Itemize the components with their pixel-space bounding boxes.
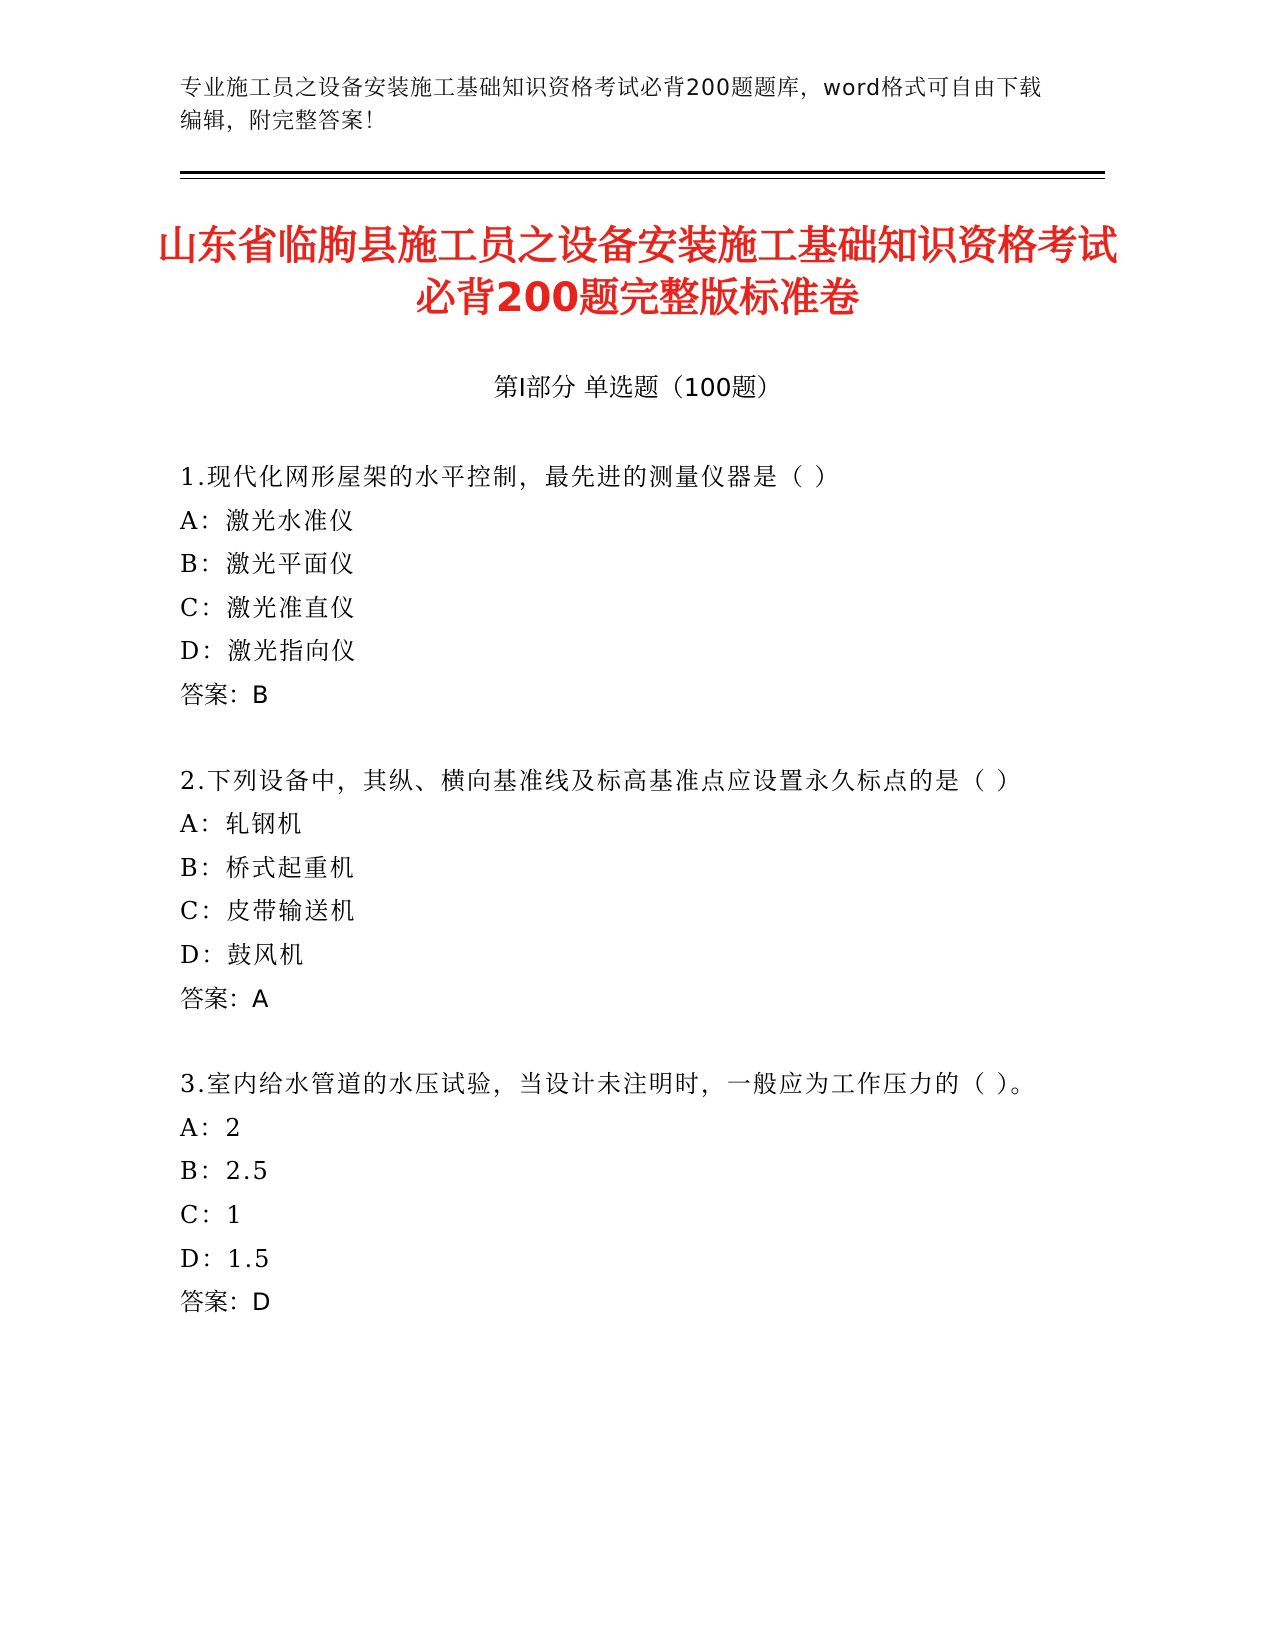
- header-note: 专业施工员之设备安装施工基础知识资格考试必背200题题库，word格式可自由下载编辑，附完整答案！: [180, 76, 1043, 134]
- option-d: D：鼓风机: [180, 940, 306, 969]
- option-c: C：1: [180, 1200, 244, 1229]
- option-b: B：激光平面仪: [180, 550, 356, 579]
- option-b: B：桥式起重机: [180, 853, 356, 882]
- header-divider-thick: [180, 171, 1105, 174]
- answer: 答案：D: [180, 1288, 271, 1317]
- answer: 答案：B: [180, 680, 269, 709]
- option-a: A：2: [180, 1113, 243, 1142]
- option-b: B：2.5: [180, 1157, 270, 1186]
- question-2: [180, 760, 1040, 1022]
- document-title: 山东省临朐县施工员之设备安装施工基础知识资格考试必背200题完整版标准卷: [157, 223, 1118, 321]
- answer: 答案：A: [180, 984, 269, 1013]
- header-divider-thin: [180, 178, 1105, 179]
- option-d: D：1.5: [180, 1244, 272, 1273]
- option-c: C：皮带输送机: [180, 897, 357, 926]
- option-d: D：激光指向仪: [180, 637, 358, 666]
- question-3: [180, 1063, 1040, 1325]
- section-title: 第Ⅰ部分 单选题（100题）: [493, 373, 782, 402]
- question-1: [180, 456, 1040, 718]
- question-text: 2.下列设备中，其纵、横向基准线及标高基准点应设置永久标点的是（ ）: [180, 766, 1023, 795]
- question-text: 1.现代化网形屋架的水平控制，最先进的测量仪器是（ ）: [180, 463, 841, 491]
- option-c: C：激光准直仪: [180, 593, 357, 622]
- option-a: A：轧钢机: [180, 810, 304, 839]
- question-text: 3.室内给水管道的水压试验，当设计未注明时，一般应为工作压力的（ ）。: [180, 1070, 1037, 1099]
- question-list: [180, 456, 1040, 1367]
- option-a: A：激光水准仪: [180, 506, 356, 535]
